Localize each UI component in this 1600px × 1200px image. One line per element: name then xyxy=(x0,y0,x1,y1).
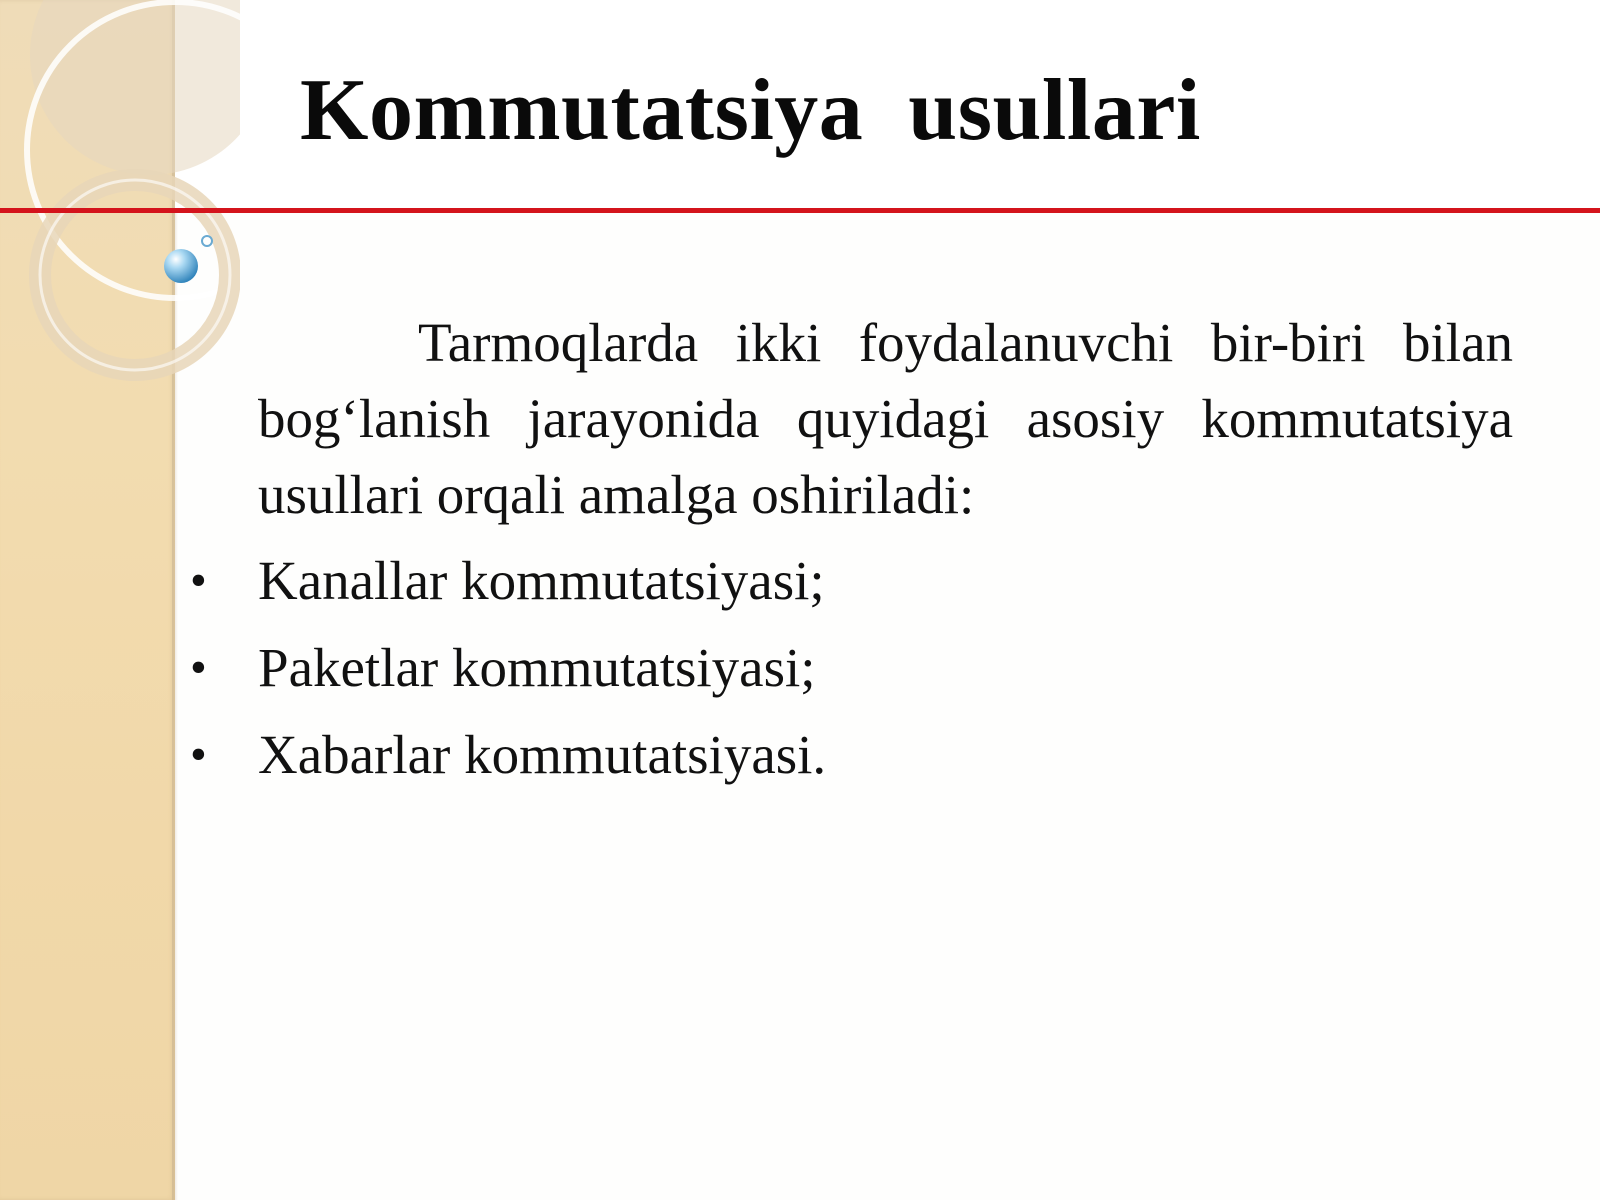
list-item xyxy=(190,717,1513,793)
bullet-text: Kanallar kommutatsiyasi; xyxy=(258,550,825,611)
small-bubble-icon xyxy=(202,236,212,246)
title-divider xyxy=(0,208,1600,213)
bullet-text: Xabarlar kommutatsiyasi. xyxy=(258,724,827,785)
bullet-icon: • xyxy=(190,554,207,607)
decor-disc xyxy=(30,0,240,175)
list-item xyxy=(190,543,1513,619)
bullet-icon: • xyxy=(190,641,207,694)
slide-title: Kommutatsiya usullari xyxy=(300,62,1201,159)
bullet-list xyxy=(190,543,1513,793)
decorative-rings xyxy=(0,0,240,400)
bullet-text: Paketlar kommutatsiyasi; xyxy=(258,637,816,698)
intro-paragraph: Tarmoqlarda ikki foydalanuvchi bir-biri bilan bog‘lanish jarayonida quyidagi asosiy kommutatsiya usullari orqali amalga oshiriladi: xyxy=(258,312,1513,525)
bullet-icon: • xyxy=(190,728,207,781)
list-item xyxy=(190,630,1513,706)
blue-orb-icon xyxy=(164,249,198,283)
slide-body xyxy=(190,305,1513,804)
